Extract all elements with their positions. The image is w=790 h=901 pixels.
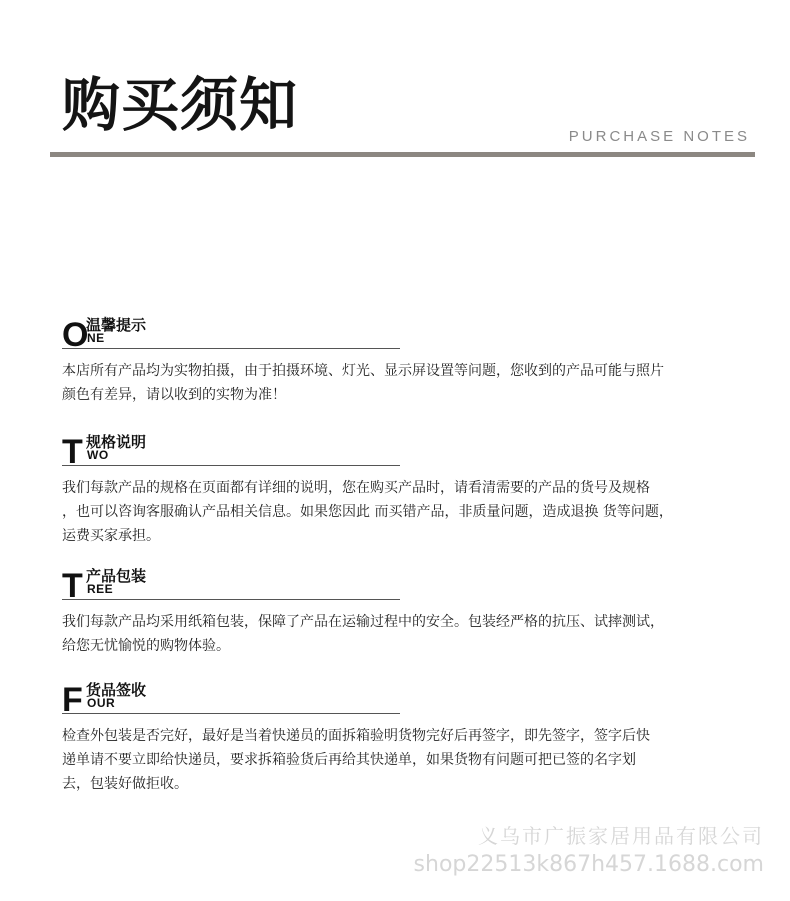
section-initial-letter: T: [62, 433, 83, 471]
section-english-number: OUR: [87, 696, 116, 710]
section-body: 检查外包装是否完好，最好是当着快递员的面拆箱验明货物完好后再签字，即先签字，签字后快 递单请不要立即给快递员，要求拆箱验货后再给其快递单，如果货物有问题可把已签的名字划 去，包装好做拒收。: [62, 728, 650, 792]
section-one: [62, 312, 742, 407]
section-initial-letter: T: [62, 567, 83, 605]
section-english-number: NE: [87, 331, 105, 345]
watermark-shop-url: shop22513k867h457.1688.com: [413, 852, 764, 877]
section-header: [62, 677, 400, 719]
section-title: 货品签收: [86, 681, 147, 699]
section-initial-letter: O: [62, 316, 89, 354]
section-body: 我们每款产品均采用纸箱包装，保障了产品在运输过程中的安全。包装经严格的抗压、试摔测试， 给您无忧愉悦的购物体验。: [62, 614, 664, 654]
section-body: 本店所有产品均为实物拍摄，由于拍摄环境、灯光、显示屏设置等问题，您收到的产品可能与照片 颜色有差异，请以收到的实物为准！: [62, 363, 664, 403]
page-title: 购买须知: [62, 71, 299, 139]
section-title: 规格说明: [86, 433, 147, 451]
section-body: 我们每款产品的规格在页面都有详细的说明，您在购买产品时，请看清需要的产品的货号及规格 ，也可以咨询客服确认产品相关信息。如果您因此 而买错产品，非质量问题，造成退换 货等问题， 运费买家承担。: [62, 480, 673, 544]
section-initial-letter: F: [62, 681, 83, 719]
section-title: 温馨提示: [86, 316, 147, 334]
section-header: [62, 429, 400, 471]
section-english-number: WO: [87, 448, 109, 462]
section-two: [62, 429, 742, 548]
section-four: [62, 677, 742, 796]
section-header: [62, 312, 400, 354]
section-three: [62, 563, 742, 658]
section-header: [62, 563, 400, 605]
section-english-number: REE: [87, 582, 114, 596]
section-title: 产品包装: [86, 567, 147, 585]
page-subtitle: PURCHASE NOTES: [568, 128, 750, 145]
watermark-company-name: 义乌市广振家居用品有限公司: [478, 824, 764, 848]
title-divider: [50, 152, 755, 157]
